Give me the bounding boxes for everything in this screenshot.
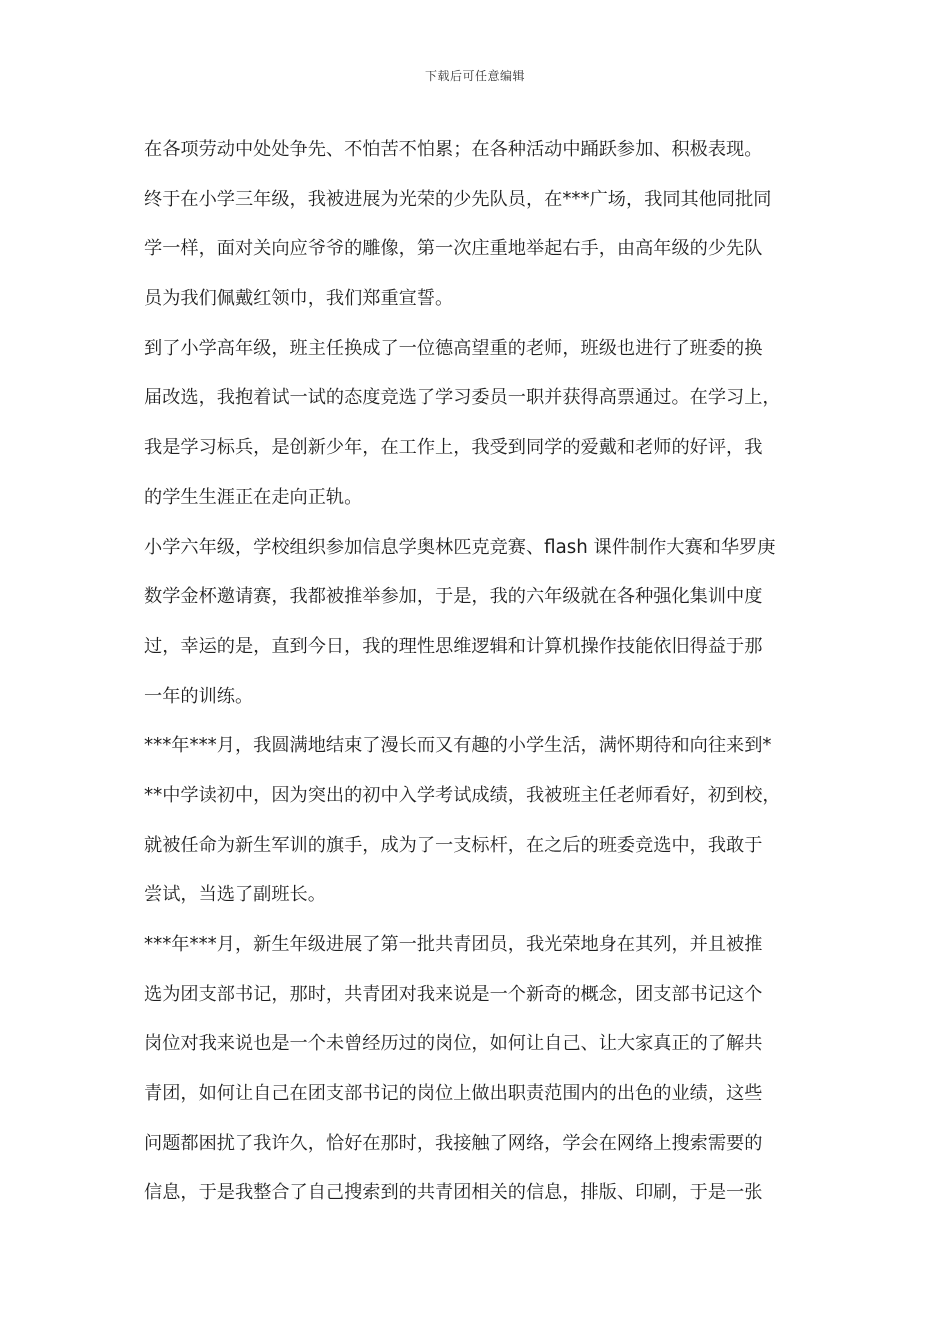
header-note: 下载后可任意编辑	[424, 69, 525, 83]
text-line: ***年***月，我圆满地结束了漫长而又有趣的小学生活，满怀期待和向往来到*	[144, 735, 772, 757]
text-line: 信息，于是我整合了自己搜索到的共青团相关的信息，排版、印刷，于是一张	[144, 1182, 763, 1204]
text-line: 员为我们佩戴红领巾，我们郑重宣誓。	[144, 288, 454, 310]
text-line: 青团，如何让自己在团支部书记的岗位上做出职责范围内的出色的业绩，这些	[144, 1083, 763, 1105]
text-line: 我是学习标兵，是创新少年，在工作上，我受到同学的爱戴和老师的好评，我	[144, 437, 763, 459]
text-line: 终于在小学三年级，我被进展为光荣的少先队员，在***广场，我同其他同批同	[144, 188, 772, 210]
text-line: 问题都困扰了我许久，恰好在那时，我接触了网络，学会在网络上搜索需要的	[144, 1132, 763, 1154]
text-line: 选为团支部书记，那时，共青团对我来说是一个新奇的概念，团支部书记这个	[144, 983, 763, 1005]
text-line: 在各项劳动中处处争先、不怕苦不怕累；在各种活动中踊跃参加、积极表现。	[144, 139, 763, 160]
text-line: **中学读初中，因为突出的初中入学考试成绩，我被班主任老师看好，初到校，	[144, 784, 781, 806]
text-line: ***年***月，新生年级进展了第一批共青团员，我光荣地身在其列，并且被推	[144, 934, 763, 955]
text-line: 数学金杯邀请赛，我都被推举参加，于是，我的六年级就在各种强化集训中度	[144, 586, 763, 608]
text-line: 学一样，面对关向应爷爷的雕像，第一次庄重地举起右手，由高年级的少先队	[144, 238, 763, 260]
text-line: 过，幸运的是，直到今日，我的理性思维逻辑和计算机操作技能依旧得益于那	[144, 635, 763, 657]
text-line: 届改选，我抱着试一试的态度竞选了学习委员一职并获得高票通过。在学习上，	[144, 387, 781, 409]
text-line: 岗位对我来说也是一个未曾经历过的岗位，如何让自己、让大家真正的了解共	[144, 1033, 763, 1055]
document-body	[144, 131, 810, 1224]
text-line: 小学六年级，学校组织参加信息学奥林匹克竞赛、flash 课件制作大赛和华罗庚	[144, 536, 776, 558]
text-line: 一年的训练。	[144, 685, 254, 707]
text-line: 到了小学高年级，班主任换成了一位德高望重的老师，班级也进行了班委的换	[144, 337, 763, 359]
text-line: 的学生生涯正在走向正轨。	[144, 486, 363, 508]
text-line: 就被任命为新生军训的旗手，成为了一支标杆，在之后的班委竞选中，我敢于	[144, 834, 763, 856]
text-line: 尝试，当选了副班长。	[144, 884, 326, 906]
